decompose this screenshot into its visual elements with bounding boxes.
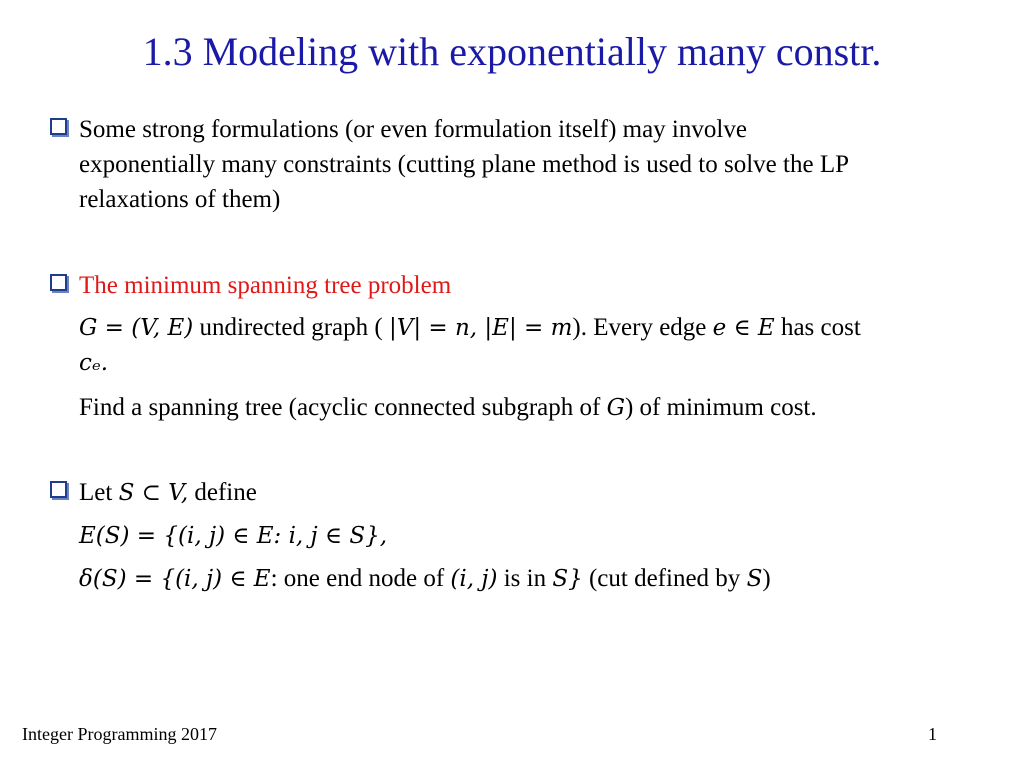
- delta-definition-line: [79, 561, 771, 597]
- find-math: G: [606, 395, 625, 421]
- es-math: E(S) = {(i, j) ∈ E: i, j ∈ S},: [79, 523, 388, 549]
- page-number: 1: [928, 724, 937, 744]
- bullet-1: [50, 112, 747, 147]
- delta-text-1: : one end node of: [270, 565, 451, 592]
- let-math: S ⊂ V,: [118, 480, 189, 506]
- edge-text: ). Every edge: [572, 314, 713, 341]
- cost-text: has cost: [774, 314, 861, 341]
- checkbox-bullet-icon: [50, 481, 67, 498]
- checkbox-bullet-icon: [50, 118, 67, 135]
- delta-text-3: (cut defined by: [582, 565, 747, 592]
- es-definition-line: [79, 518, 387, 554]
- bullet-2-heading: The minimum spanning tree problem: [79, 272, 452, 299]
- delta-math-3: S}: [552, 566, 583, 592]
- bullet-1-line-1: Some strong formulations (or even formulation itself) may involve: [79, 116, 747, 143]
- bullet-1-line-2: exponentially many constraints (cutting plane method is used to solve the LP: [79, 151, 849, 178]
- slide-title: 1.3 Modeling with exponentially many constr.: [142, 29, 882, 74]
- footer-course: Integer Programming 2017: [22, 724, 217, 744]
- define-text: define: [188, 479, 257, 506]
- edge-math: e ∈ E: [712, 315, 775, 341]
- find-line: [79, 390, 817, 426]
- checkbox-bullet-icon: [50, 274, 67, 291]
- cost-math: cₑ.: [79, 350, 109, 376]
- bullet-3-first-line: [79, 475, 257, 511]
- graph-math: G = (V, E): [79, 315, 194, 341]
- size-math: |V| = n, |E| = m: [388, 315, 573, 341]
- bullet-1-line-3: relaxations of them): [79, 186, 281, 213]
- cost-math-line: [79, 345, 108, 381]
- delta-text-4: ): [762, 565, 771, 592]
- delta-math-4: S: [746, 566, 763, 592]
- find-text: Find a spanning tree (acyclic connected subgraph of: [79, 394, 607, 421]
- let-text: Let: [79, 479, 119, 506]
- graph-text: undirected graph (: [193, 314, 389, 341]
- bullet-2: [50, 268, 451, 303]
- delta-math-1: δ(S) = {(i, j) ∈ E: [79, 566, 271, 592]
- delta-math-2: (i, j): [450, 566, 498, 592]
- find-end: ) of minimum cost.: [624, 394, 817, 421]
- delta-text-2: is in: [497, 565, 553, 592]
- graph-definition-line: [79, 310, 861, 346]
- bullet-3: [50, 475, 257, 511]
